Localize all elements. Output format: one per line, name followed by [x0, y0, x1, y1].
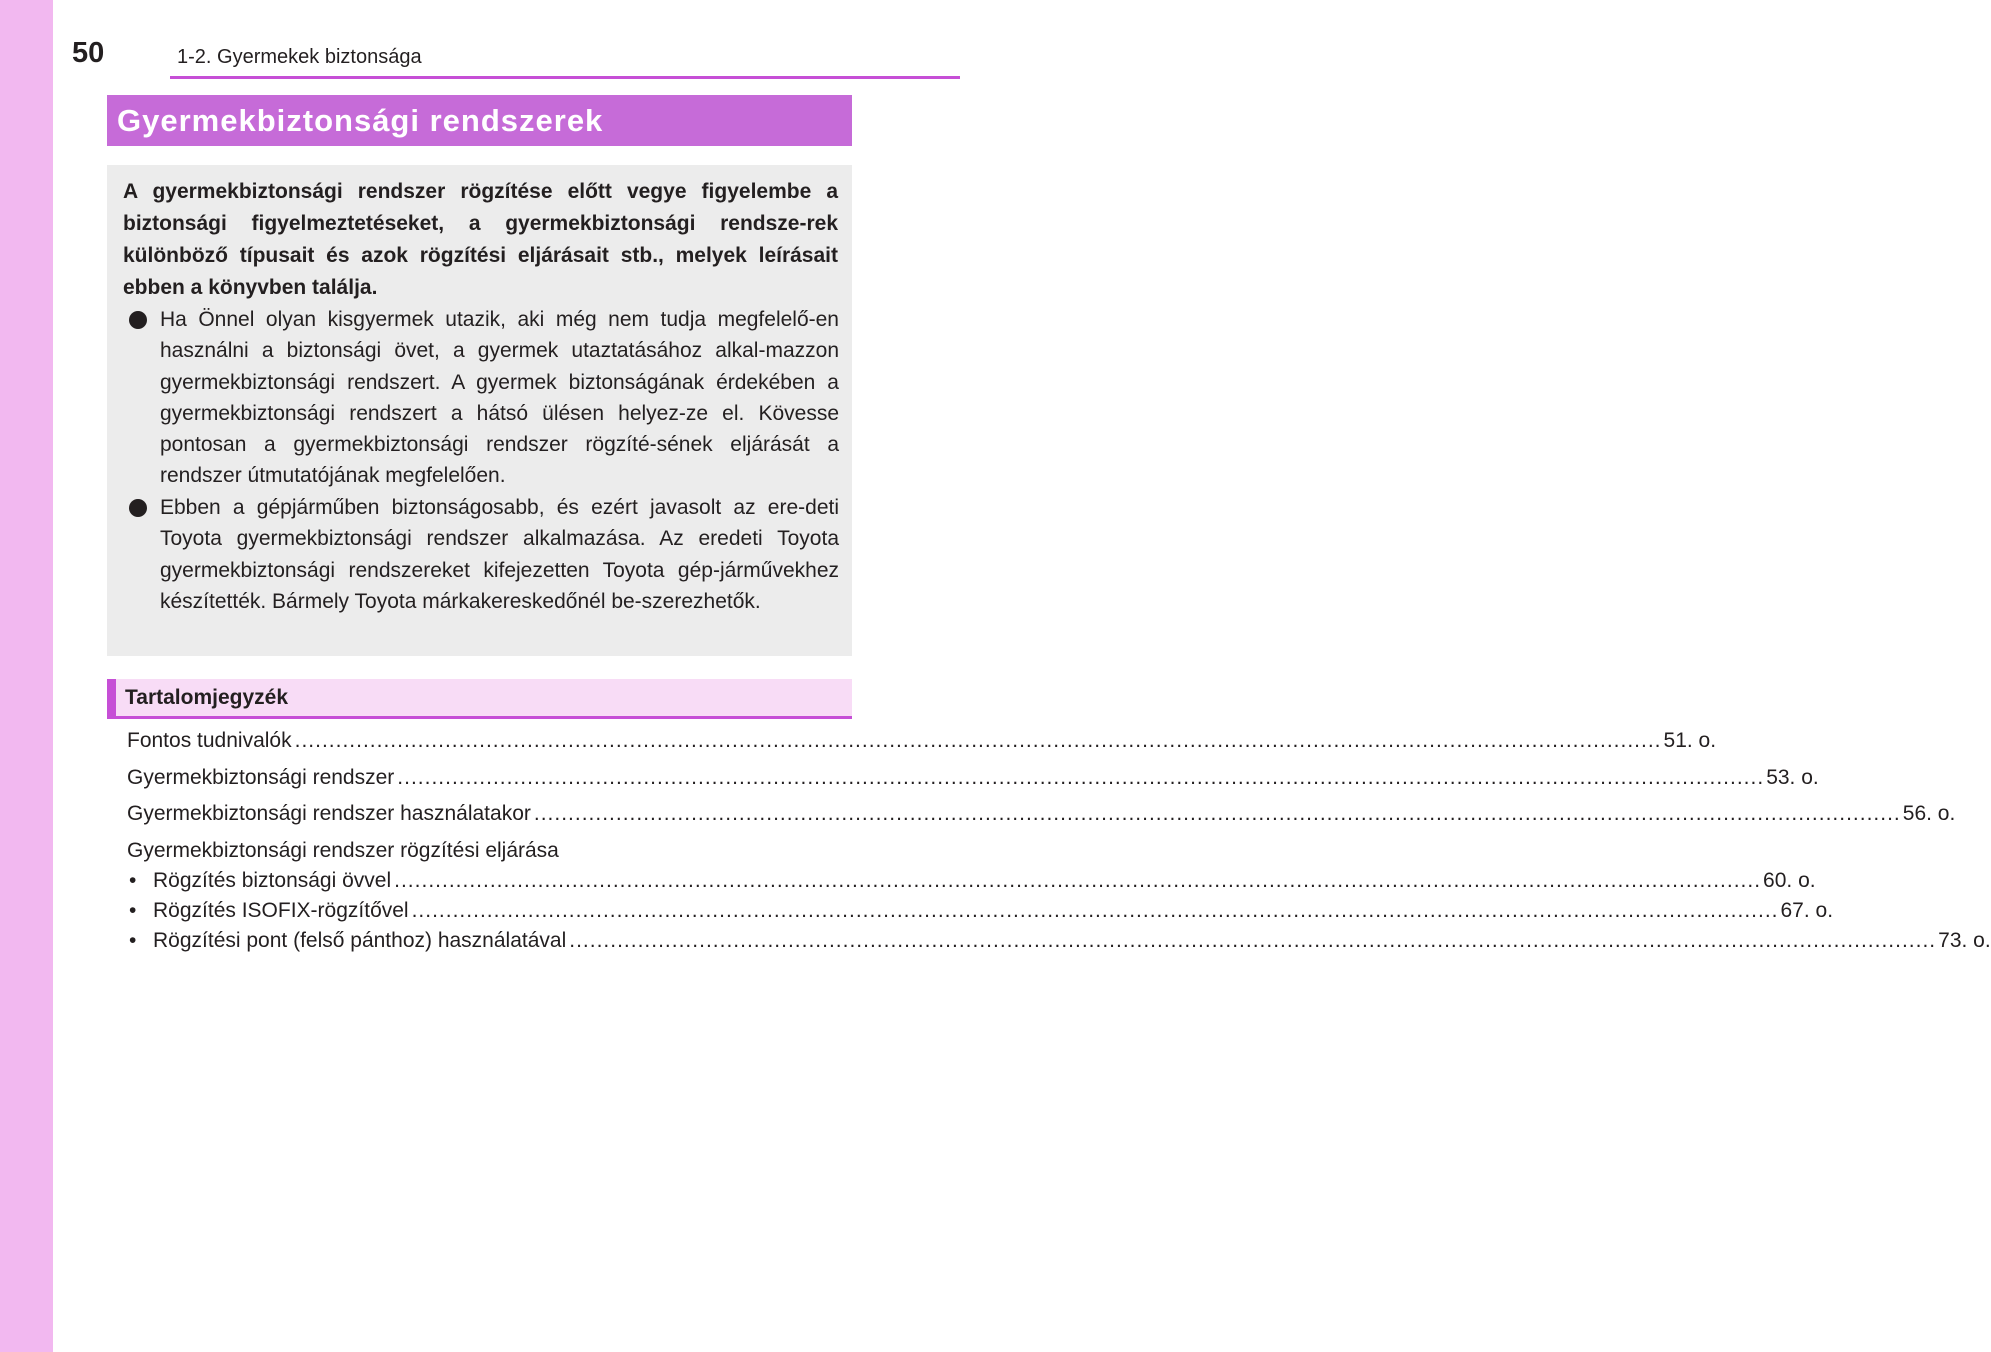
toc-entry-page: 67. o. [1780, 899, 1834, 922]
toc-entry-page: 56. o. [1902, 802, 1956, 825]
intro-bullet-text: Ebben a gépjárműben biztonságosabb, és ezért javasolt az ere-deti Toyota gyermekbiztonsági rendszer alkalmazása. Az eredeti Toyota gyermekbiztonsági rendszereket kifejezetten Toyota gép-járművekhez készítették. Bármely Toyota márkakereskedőnél be-szerezhetők. [160, 496, 839, 613]
toc-entry-gyermekbiztonsagi-rendszer[interactable] [127, 764, 1819, 792]
page-number: 50 [72, 37, 105, 69]
intro-bullet-item [129, 492, 839, 617]
toc-subentry-text: Rögzítés ISOFIX-rögzítővel [153, 899, 409, 922]
toc-underline [107, 716, 852, 719]
toc-entry-label [129, 867, 391, 895]
sub-bullet: • [129, 899, 137, 922]
toc-entry-hasznalatakor[interactable] [127, 800, 1956, 828]
page-title: Gyermekbiztonsági rendszerek [117, 103, 604, 138]
sub-bullet: • [129, 929, 137, 952]
toc-leader-dots: ........................................................................................................................................................................................................ [411, 899, 1779, 922]
toc-leader-dots: ........................................................................................................................................................................................................ [569, 929, 1937, 952]
intro-paragraph: A gyermekbiztonsági rendszer rögzítése előtt vegye figyelembe a biztonsági figyelmeztetéseket, a gyermekbiztonsági rendsze-rek különböző típusait és azok rögzítési eljárásait stb., melyek leírásait ebben a könyvben találja. [123, 180, 838, 299]
toc-entry-label: Gyermekbiztonsági rendszer [127, 766, 395, 789]
section-header: 1-2. Gyermekek biztonsága [177, 46, 422, 68]
sub-bullet: • [129, 869, 137, 892]
toc-entry-label [129, 897, 409, 925]
toc-group-heading: Gyermekbiztonsági rendszer rögzítési eljárása [127, 839, 559, 862]
toc-entry-page: 60. o. [1763, 869, 1816, 892]
toc-entry-label: Fontos tudnivalók [127, 729, 292, 752]
side-tab-strip [0, 0, 53, 1352]
toc-subentry-felso-panthoz[interactable] [129, 927, 1991, 955]
toc-entry-page: 51. o. [1663, 729, 1717, 752]
toc-entry-label [129, 927, 566, 955]
title-banner [107, 95, 852, 146]
intro-bullet-text: Ha Önnel olyan kisgyermek utazik, aki még nem tudja megfelelő-en használni a biztonsági övet, a gyermek utaztatásához alkal-mazzon gyermekbiztonsági rendszert. A gyermek biztonságának érdekében a gyermekbiztonsági rendszert a hátsó ülésen helyez-ze el. Kövesse pontosan a gyermekbiztonsági rendszer rögzíté-sének eljárását a rendszer útmutatójának megfelelően. [160, 308, 839, 488]
bullet-dot-icon [129, 499, 147, 517]
toc-header-bar [107, 679, 852, 716]
intro-bullet-item [129, 304, 839, 492]
toc-leader-dots: ........................................................................................................................................................................................................ [394, 869, 1762, 892]
toc-leader-dots: ........................................................................................................................................................................................................ [294, 729, 1662, 752]
toc-entry-page: 73. o. [1938, 929, 1991, 952]
header-divider [170, 76, 960, 79]
toc-subentry-text: Rögzítési pont (felső pánthoz) használatával [153, 929, 567, 952]
toc-leader-dots: ........................................................................................................................................................................................................ [533, 802, 1901, 825]
toc-subentry-biztonsagi-ovvel[interactable] [129, 867, 1816, 895]
toc-entry-fontos-tudnivalok[interactable] [127, 727, 1717, 755]
toc-entry-label: Gyermekbiztonsági rendszer használatakor [127, 802, 531, 825]
toc-leader-dots: ........................................................................................................................................................................................................ [397, 766, 1765, 789]
toc-subentry-text: Rögzítés biztonsági övvel [153, 869, 392, 892]
intro-box [107, 165, 852, 656]
toc-accent-bar [107, 679, 116, 716]
toc-entry-page: 53. o. [1766, 766, 1819, 789]
bullet-dot-icon [129, 311, 147, 329]
toc-subentry-isofix[interactable] [129, 897, 1834, 925]
toc-title: Tartalomjegyzék [125, 686, 289, 709]
